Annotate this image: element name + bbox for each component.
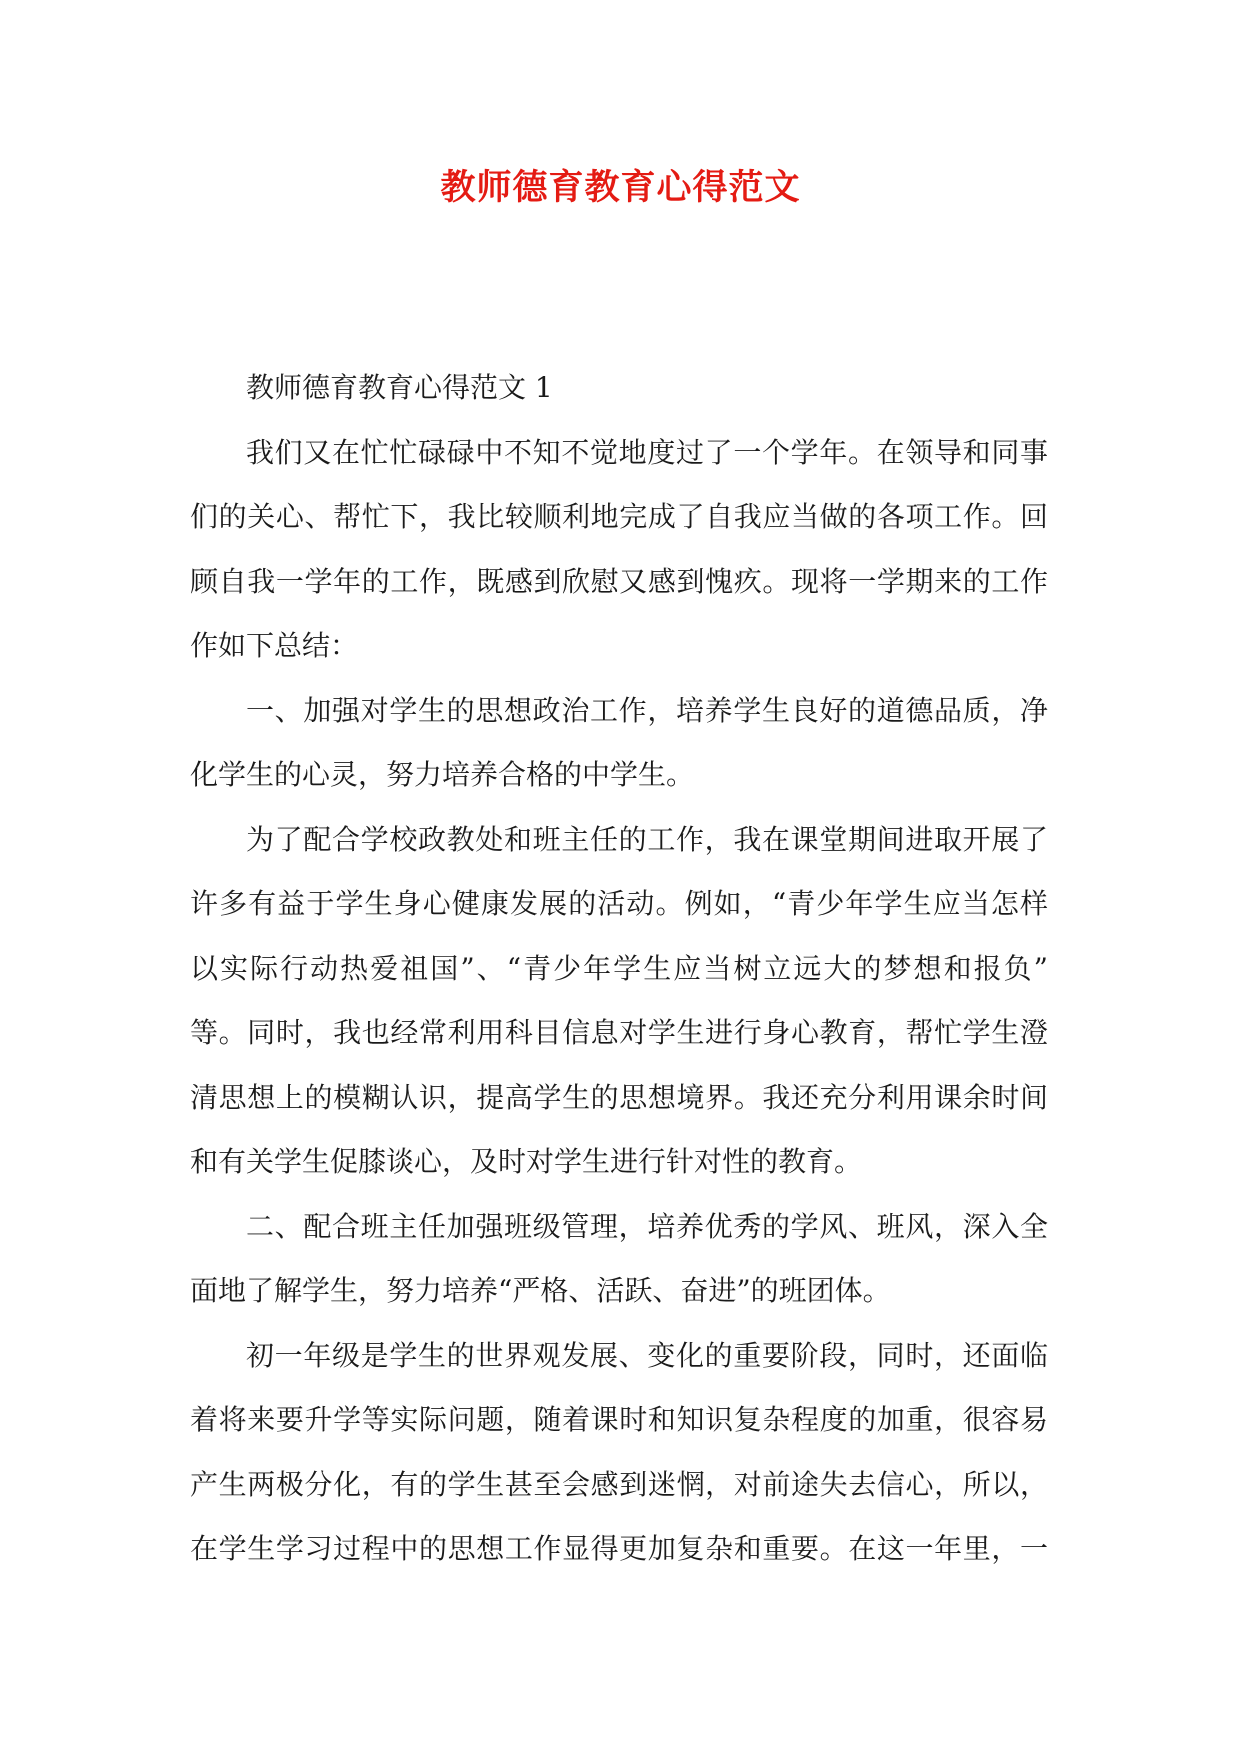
text-line: 面地了解学生，努力培养“严格、活跃、奋进”的班团体。 (190, 1274, 891, 1307)
text-line: 顾自我一学年的工作，既感到欣慰又感到愧疚。现将一学期来的工作 (190, 564, 1048, 598)
text-line: 为了配合学校政教处和班主任的工作，我在课堂期间进取开展了 (246, 822, 1048, 856)
text-line: 清思想上的模糊认识，提高学生的思想境界。我还充分利用课余时间 (190, 1080, 1048, 1114)
text-line: 许多有益于学生身心健康发展的活动。例如，“青少年学生应当怎样 (190, 887, 1048, 920)
document-body (190, 356, 1048, 1582)
text-line: 二、配合班主任加强班级管理，培养优秀的学风、班风，深入全 (246, 1209, 1048, 1243)
text-line: 等。同时，我也经常利用科目信息对学生进行身心教育，帮忙学生澄 (190, 1016, 1048, 1049)
text-line: 化学生的心灵，努力培养合格的中学生。 (190, 758, 695, 791)
text-line: 着将来要升学等实际问题，随着课时和知识复杂程度的加重，很容易 (190, 1403, 1048, 1436)
text-line: 产生两极分化，有的学生甚至会感到迷惘，对前途失去信心，所以， (190, 1467, 1048, 1501)
text-line: 们的关心、帮忙下，我比较顺利地完成了自我应当做的各项工作。回 (190, 500, 1048, 533)
text-line: 我们又在忙忙碌碌中不知不觉地度过了一个学年。在领导和同事 (246, 435, 1048, 469)
text-line: 以实际行动热爱祖国”、“青少年学生应当树立远大的梦想和报负” (190, 951, 1048, 985)
text-line: 初一年级是学生的世界观发展、变化的重要阶段，同时，还面临 (246, 1338, 1048, 1372)
text-line: 在学生学习过程中的思想工作显得更加复杂和重要。在这一年里，一 (190, 1532, 1048, 1565)
text-line: 教师德育教育心得范文 1 (246, 371, 553, 404)
text-line: 作如下总结： (190, 629, 359, 662)
text-line: 和有关学生促膝谈心，及时对学生进行针对性的教育。 (190, 1145, 863, 1178)
text-line: 一、加强对学生的思想政治工作，培养学生良好的道德品质，净 (246, 693, 1048, 727)
document-title: 教师德育教育心得范文 (440, 167, 801, 208)
